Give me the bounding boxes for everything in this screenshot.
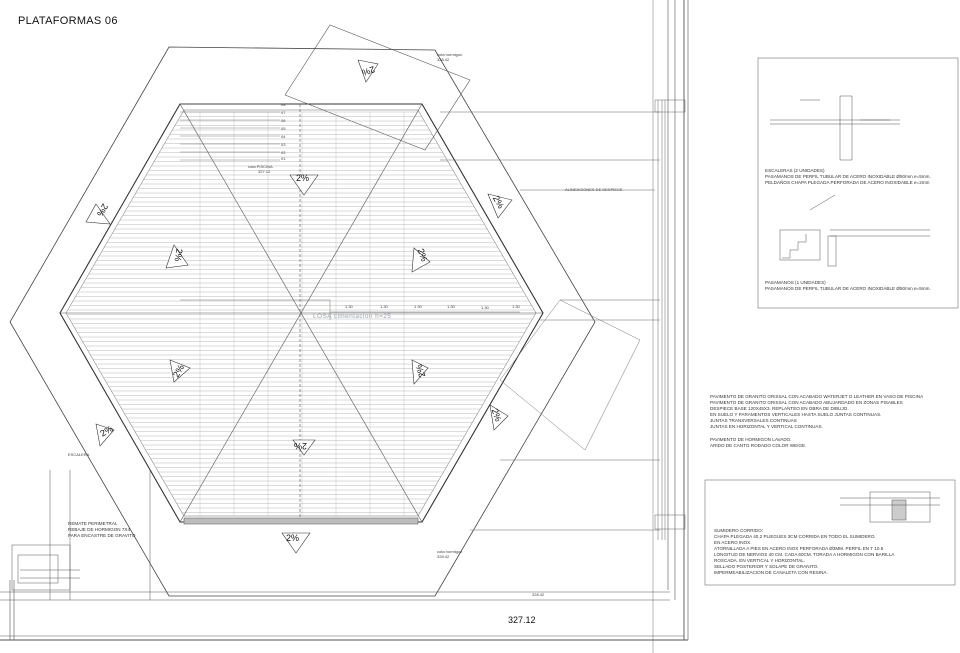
paving-note: PAVIMENTO DE GRANITO GRISSAL CON ACABADO WATERJET O LEATHER EN VASO DE PISCINA PAVIMENTO DE GRANITO GRISSAL CON ACABADO ABUJARDADO EN ZONAS PISABLES DESPIECE BASE 120X45X3. REPLANTEO EN OBRA DE DIBUJO. EN SUELO Y PARAMENTOS VERTICALES HASTA SUELO JUNTAS CONTINUAS. JUNTAS TRANSVERSALES CONTINUAS JUNTAS EN HORIZONTAL Y VERTICAL CONTINUAS. <box>710 394 924 429</box>
slope-label: 2% <box>172 247 185 263</box>
step-number: 01 <box>281 156 286 161</box>
dimension-label: 1.30 <box>447 304 455 309</box>
slope-label: 2% <box>360 64 377 78</box>
slope-label: 2% <box>294 441 308 451</box>
stairs-note: ESCALERAS (2 UNIDADES) PASAMANOS DE PERFIL TUBULAR DE ACERO INOXIDABLE Ø50mm e=5mm. PELDAÑOS CHAPA PLEGADA PERFORADA DE ACERO INOXIDABLE e=2mm <box>765 168 931 185</box>
slope-label: 2% <box>489 407 504 423</box>
step-number: 07 <box>281 110 286 115</box>
step-number: 02 <box>281 150 286 155</box>
concrete-note: PAVIMENTO DE HORMIGON LAVADO. ARIDO DE CANTO RODADO COLOR WEIGE. <box>710 437 807 448</box>
step-number: 06 <box>281 118 286 123</box>
slope-label: 2% <box>413 363 428 379</box>
outer-hexagon <box>10 47 595 596</box>
step-number: 05 <box>281 126 286 131</box>
drawing-title: PLATAFORMAS 06 <box>18 15 118 27</box>
drain-band <box>184 518 418 524</box>
alignment-label: ALINEACIONES DE DESPIECE <box>565 187 623 192</box>
handrail-note: PASAMANOS (1 UNIDADES) PASAMANOS DE PERFIL TUBULAR DE ACERO INOXIDABLE Ø50mm e=5mm. <box>765 280 931 291</box>
slope-label: 2% <box>170 362 187 380</box>
elevation-value: 327.12 <box>258 169 271 174</box>
bottom-level: 327.12 <box>508 615 536 625</box>
slope-label: 2% <box>296 173 310 183</box>
step-number: 08 <box>281 102 286 107</box>
dimension-label: 1.30 <box>414 304 422 309</box>
elevation-value: 328.42 <box>437 554 450 559</box>
elevation-label: cota PISCINA <box>248 164 273 169</box>
dimension-label: 1.30 <box>345 304 353 309</box>
slope-label: 2% <box>415 247 430 263</box>
dimension-label: 1.30 <box>481 305 489 310</box>
elevation-value: 328.42 <box>437 57 450 62</box>
step-number: 04 <box>281 134 286 139</box>
slope-label: 2% <box>94 201 111 219</box>
slope-label: 2% <box>490 193 507 211</box>
perimeter-note: REMATE PERIMETRAL REBAJE DE HORMIGON 7X4 PARA ENCASTRE DE GRAVITO <box>68 521 136 538</box>
step-number: 03 <box>281 142 286 147</box>
slab-label: LOSA cimentacion h=25 <box>313 313 392 320</box>
elevation-value: 328.42 <box>532 592 545 597</box>
stair-label: ESCALERA <box>68 452 90 457</box>
dimension-label: 1.30 <box>380 304 388 309</box>
elevation-label: cota hormigon <box>437 52 463 57</box>
dimension-label: 1.30 <box>512 304 520 309</box>
drain-note: SUMIDERO CORRIDO: CHAPA PLEGADA 40,2 PLIEGUES 3CM CORRIDA EN TODO EL SUMIDERO. EN ACERO INOX. ATORNILLADA A PIES EN ACERO INOX PERFORADA Ø3MM. PERFIL EN T 10.5 LONGITUD DE NERVIOS 40 CM. CADA 60CM. TORADA A HORMIGON CON BARILLA ROSCADA. EN VERTICAL Y HORIZONTAL. SELLADO POSTERIOR Y SOLAPE DE GRANITO. IMPERMEABILIZACION DE CANALETA CON RESINA. <box>714 528 895 575</box>
slope-label: 2% <box>98 423 115 439</box>
elevation-label: cota hormigon <box>437 549 463 554</box>
slope-label: 2% <box>286 533 300 543</box>
